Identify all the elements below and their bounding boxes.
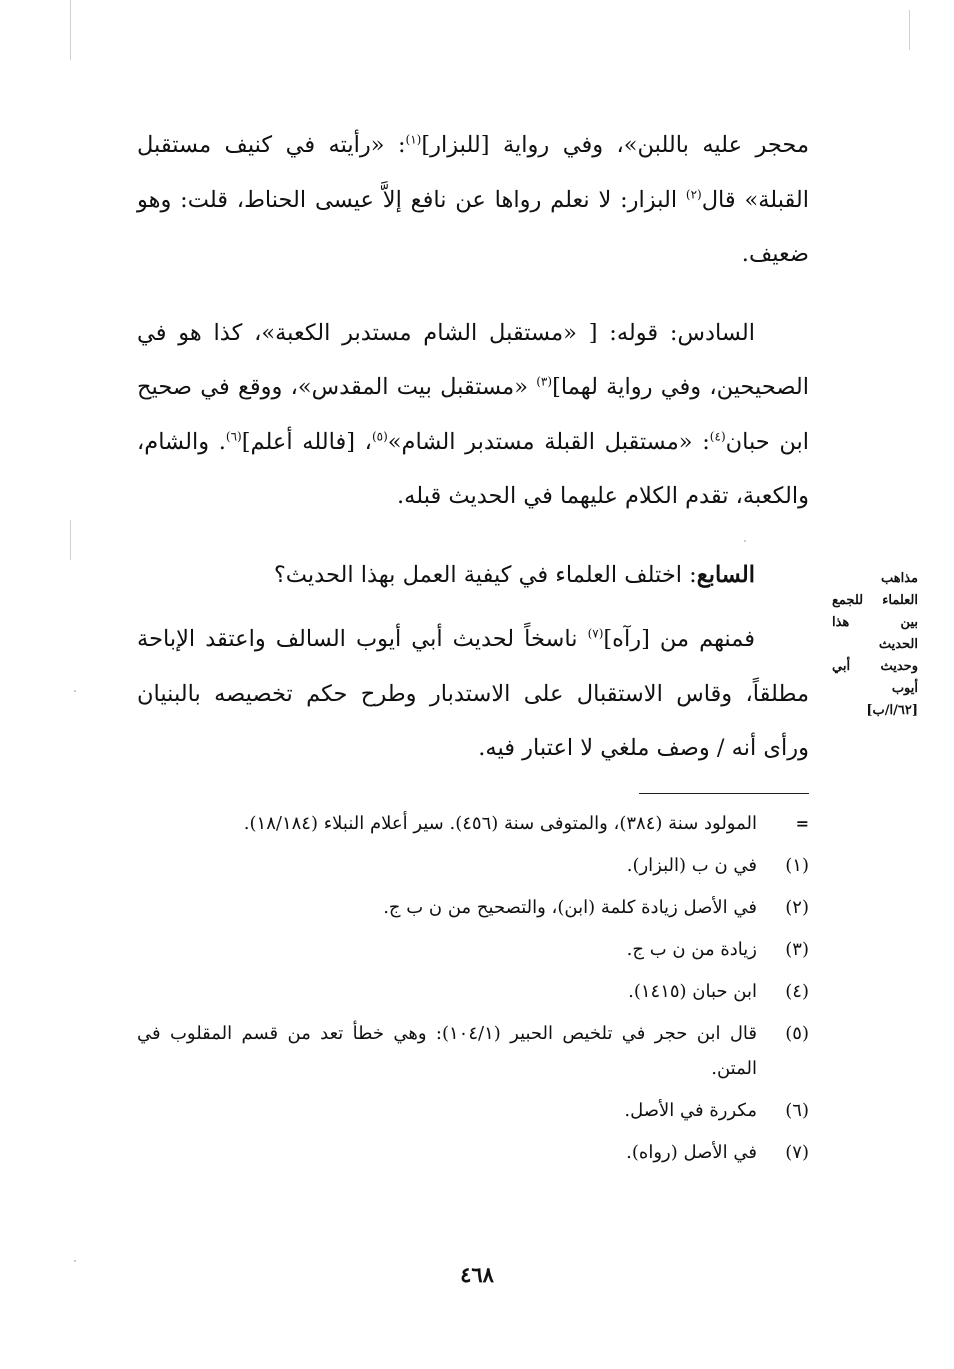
footnote-ref-3[interactable]: (٣) <box>536 374 553 389</box>
text-run: ، [فالله أعلم] <box>241 428 372 455</box>
footnote-item <box>137 1016 809 1086</box>
text-run: «مستقبل بيت المقدس»، ووقع في صحيح ابن حبان <box>137 374 809 455</box>
paragraph-3 <box>137 548 809 603</box>
footnote-continuation <box>137 806 809 841</box>
margin-note-line: الحديث <box>878 637 918 652</box>
footnote-item <box>137 848 809 883</box>
margin-note-line: مذاهب <box>880 571 918 586</box>
manuscript-folio-ref: [٦٢/ا/ب] <box>866 703 918 718</box>
text-run: السادس: قوله: [ «مستقبل الشام مستدبر الكعبة»، كذا هو في الصحيحين، وفي رواية لهما] <box>137 319 809 400</box>
page-number: ٤٦٨ <box>460 1262 494 1287</box>
footnote-item <box>137 932 809 967</box>
text-run: ناسخاً لحديث أبي أيوب السالف واعتقد الإباحة مطلقاً، وقاس الاستقبال على الاستدبار وطرح حكم تخصيصه بالبنيان ورأى أنه / وصف ملغي لا اعتبار فيه. <box>137 626 809 761</box>
text-run: : اختلف العلماء في كيفية العمل بهذا الحديث؟ <box>273 561 697 588</box>
paragraph-gap <box>137 524 809 548</box>
footnote-text: المولود سنة (٣٨٤)، والمتوفى سنة (٤٥٦). سير أعلام النبلاء (١٨/١٨٤). <box>243 813 757 834</box>
paragraph-1 <box>137 118 809 282</box>
footnote-marker: = <box>795 814 809 833</box>
footnote-text: زيادة من ن ب ج. <box>626 939 757 960</box>
text-run: : «رأيته في كنيف مستقبل القبلة» قال <box>137 132 810 213</box>
footnote-number: (١) <box>785 855 809 876</box>
footnote-text: مكررة في الأصل. <box>624 1100 757 1121</box>
footnotes <box>137 806 809 1177</box>
footnote-number: (٥) <box>785 1023 809 1044</box>
text-run: . والشام، والكعبة، تقدم الكلام عليهما في الحديث قبله. <box>137 428 809 509</box>
margin-note-line: أيوب <box>891 681 918 696</box>
paragraph-2 <box>137 306 809 524</box>
footnote-ref-7[interactable]: (٧) <box>587 626 604 641</box>
text-run: فمنهم من [رآه] <box>603 626 755 652</box>
footnote-ref-2[interactable]: (٢) <box>685 187 702 201</box>
footnote-item <box>137 974 809 1009</box>
footnote-item <box>137 1093 809 1128</box>
margin-note-line: العلماء للجمع <box>832 593 918 608</box>
footnote-text: في الأصل (رواه). <box>626 1142 757 1163</box>
footnote-number: (٣) <box>785 939 809 960</box>
footnote-text: قال ابن حجر في تلخيص الحبير (١٠٤/١): وهي خطأ تعد من قسم المقلوب في المتن. <box>137 1023 757 1079</box>
margin-note <box>832 568 918 722</box>
margin-note-line: بين هذا <box>832 615 918 630</box>
scan-dot <box>74 690 76 692</box>
footnote-number: (٤) <box>785 981 809 1002</box>
footnote-item <box>137 1135 809 1170</box>
footnote-ref-6[interactable]: (٦) <box>225 429 242 443</box>
text-run: : «مستقبل القبلة مستدبر الشام» <box>387 428 710 455</box>
footnote-text: ابن حبان (١٤١٥). <box>628 981 757 1002</box>
scan-edge-mark <box>70 520 71 560</box>
footnote-text: في الأصل زيادة كلمة (ابن)، والتصحيح من ن ب ج. <box>383 897 757 918</box>
paragraph-4 <box>137 612 809 776</box>
footnote-ref-5[interactable]: (٥) <box>371 429 388 443</box>
paragraph-gap <box>137 602 809 612</box>
footnote-text: في ن ب (البزار). <box>626 855 757 876</box>
paragraph-gap <box>137 282 809 306</box>
footnote-number: (٧) <box>785 1142 809 1163</box>
footnote-item <box>137 890 809 925</box>
section-lead: السابع <box>696 561 755 588</box>
footnote-ref-4[interactable]: (٤) <box>709 429 726 443</box>
main-text <box>137 118 809 776</box>
text-run: محجر عليه باللبن»، وفي رواية [للبزار] <box>421 132 809 158</box>
scan-edge-mark <box>909 10 910 50</box>
footnote-separator <box>639 793 809 794</box>
footnote-ref-1[interactable]: (١) <box>405 132 422 147</box>
margin-note-line: وحديث أبي <box>832 659 918 674</box>
scan-edge-mark <box>70 0 71 60</box>
text-run: البزار: لا نعلم رواها عن نافع إلاَّ عيسى الحناط، قلت: وهو ضعيف. <box>137 186 809 267</box>
footnote-number: (٢) <box>785 897 809 918</box>
footnote-number: (٦) <box>785 1100 809 1121</box>
